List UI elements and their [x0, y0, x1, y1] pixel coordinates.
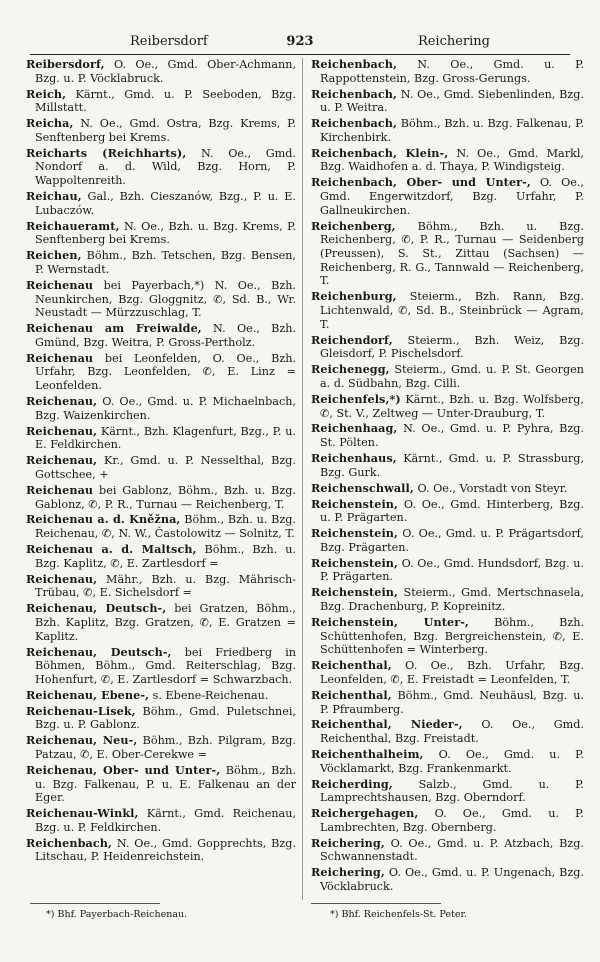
- entry-place-name: Reichenthalheim,: [311, 746, 424, 761]
- entry-details: O. Oe., Vorstadt von Steyr.: [413, 481, 568, 495]
- entry-place-name: Reichenau,: [26, 423, 98, 438]
- directory-entry: [26, 837, 296, 864]
- footnote-rule-right: [311, 903, 441, 904]
- entry-details: N. Oe., Gmd. Siebenlinden, Bzg. u. P. Weitra.: [320, 87, 584, 115]
- directory-entry: [311, 58, 584, 85]
- directory-entry: [311, 837, 584, 864]
- entry-place-name: Reichenberg,: [311, 218, 396, 233]
- entry-details: Böhm., Bzh. Schüttenhofen, Bzg. Bergreichenstein, ✆, E. Schüttenhofen = Winterberg.: [320, 615, 584, 657]
- entry-details: N. Oe., Gmd. Gopprechts, Bzg. Litschau, P. Heidenreichstein.: [35, 836, 296, 864]
- entry-place-name: Reichenstein,: [311, 555, 399, 570]
- right-column: [311, 58, 584, 900]
- entry-details: O. Oe., Gmd. u. P. Lambrechten, Bzg. Obernberg.: [320, 807, 584, 834]
- entry-place-name: Reichenstein,: [311, 526, 399, 541]
- entry-details: Böhm., Gmd. Neuhäusl, Bzg. u. P. Pfraumberg.: [320, 688, 584, 716]
- entry-details: bei Leonfelden, O. Oe., Bzh. Urfahr, Bzg. Leonfelden, ✆, E. Linz = Leonfelden.: [35, 351, 296, 393]
- directory-entry: [311, 334, 584, 361]
- directory-entry: [26, 513, 296, 540]
- directory-entry: [311, 778, 584, 805]
- entry-place-name: Reichenau am Freiwalde,: [26, 321, 202, 336]
- entry-details: bei Friedberg in Böhmen, Böhm., Gmd. Reiterschlag, Bzg. Hohenfurt, ✆, E. Zartlesdorf = Schwarzbach.: [35, 645, 296, 686]
- entry-details: O. Oe., Gmd. u. P. Ungenach, Bzg. Vöcklabruck.: [320, 866, 584, 894]
- entry-place-name: Reichenstein, Unter-,: [311, 614, 469, 629]
- directory-entry: [311, 117, 584, 144]
- directory-entry: [311, 176, 584, 217]
- entry-place-name: Reichau,: [26, 189, 82, 204]
- header-right-term: Reichering: [417, 34, 490, 49]
- directory-entry: [26, 425, 296, 452]
- directory-entry: [311, 422, 584, 449]
- entry-details: O. Oe., Gmd. Hundsdorf, Bzg. u. P. Prägarten.: [320, 556, 584, 584]
- entry-details: O. Oe., Gmd. Ober-Achmann, Bzg. u. P. Vöcklabruck.: [35, 58, 296, 85]
- entry-place-name: Reichenstein,: [311, 585, 399, 600]
- entry-place-name: Reichenau, Deutsch-,: [26, 644, 172, 659]
- directory-entry: [26, 646, 296, 687]
- entry-place-name: Reichenbach,: [26, 835, 112, 850]
- entry-details: Böhm., Bzh. Pilgram, Bzg. Patzau, ✆, E. Ober-Cerekwe =: [35, 734, 296, 761]
- directory-entry: [26, 88, 296, 115]
- entry-place-name: Reichenhaus,: [311, 451, 397, 466]
- entry-place-name: Reichenthal,: [311, 658, 392, 673]
- entry-details: Gal., Bzh. Cieszanów, Bzg., P. u. E. Lubaczów.: [35, 190, 296, 217]
- entry-details: Salzb., Gmd. u. P. Lamprechtshausen, Bzg. Oberndorf.: [320, 777, 584, 805]
- directory-entry: [26, 764, 296, 805]
- entry-place-name: Reichenegg,: [311, 362, 390, 377]
- entry-place-name: Reichenau: [26, 277, 94, 292]
- directory-entry: [26, 220, 296, 247]
- entry-place-name: Reichenburg,: [311, 289, 397, 304]
- directory-entry: [26, 249, 296, 276]
- entry-place-name: Reichenau,: [26, 571, 98, 586]
- entry-place-name: Reichenstein,: [311, 496, 399, 511]
- entry-details: Böhm., Gmd. Puletschnei, Bzg. u. P. Gablonz.: [35, 704, 296, 732]
- entry-details: Kärnt., Bzh. u. Bzg. Wolfsberg, ✆, St. V., Zeltweg — Unter-Drauburg, T.: [320, 392, 584, 420]
- entry-place-name: Reichenbach,: [311, 116, 397, 131]
- directory-entry: [26, 190, 296, 217]
- entry-details: O. Oe., Gmd. u. P. Vöcklamarkt, Bzg. Frankenmarkt.: [320, 747, 584, 775]
- entry-details: N. Oe., Gmd. Ostra, Bzg. Krems, P. Senftenberg bei Krems.: [35, 117, 296, 144]
- directory-entry: [26, 395, 296, 422]
- entry-place-name: Reichen,: [26, 248, 82, 263]
- entry-details: Böhm., Bzh. Tetschen, Bzg. Bensen, P. Wernstadt.: [35, 249, 296, 276]
- entry-details: Böhm., Bzh. u. Bzg. Kaplitz, ✆, E. Zartlesdorf =: [35, 543, 296, 570]
- directory-entry: [311, 220, 584, 289]
- directory-entry: [26, 689, 296, 703]
- header-rule: [30, 54, 570, 55]
- entry-place-name: Reichenau,: [26, 394, 98, 409]
- entry-details: Steierm., Bzh. Weiz, Bzg. Gleisdorf, P. Pischelsdorf.: [320, 333, 584, 361]
- entry-place-name: Reichenau a. d. Kněžna,: [26, 512, 181, 527]
- entry-details: N. Oe., Gmd. Nondorf a. d. Wild, Bzg. Horn, P. Wappoltenreith.: [35, 146, 296, 188]
- entry-details: Böhm., Bzh. u. Bzg. Falkenau, P. Kirchenbirk.: [320, 117, 584, 144]
- entry-details: O. Oe., Bzh. Urfahr, Bzg. Leonfelden, ✆, E. Freistadt = Leonfelden, T.: [320, 659, 584, 686]
- entry-place-name: Reichenau a. d. Maltsch,: [26, 542, 197, 557]
- directory-entry: [26, 117, 296, 144]
- directory-entry: [26, 147, 296, 188]
- entry-place-name: Reichenau,: [26, 453, 98, 468]
- left-column: [26, 58, 296, 900]
- directory-entry: [311, 748, 584, 775]
- entry-details: bei Gablonz, Böhm., Bzh. u. Bzg. Gablonz, ✆, P. R., Turnau — Reichenberg, T.: [35, 483, 296, 511]
- directory-entry: [311, 290, 584, 331]
- directory-entry: [311, 482, 584, 496]
- entry-place-name: Reichenhaag,: [311, 421, 398, 436]
- directory-entry: [26, 602, 296, 643]
- entry-place-name: Reibersdorf,: [26, 58, 105, 71]
- entry-details: N. Oe., Gmd. u. P. Pyhra, Bzg. St. Pölten.: [320, 422, 584, 450]
- entry-details: Steierm., Gmd. Mertschnasela, Bzg. Drachenburg, P. Kopreinitz.: [320, 586, 584, 614]
- entry-details: O. Oe., Gmd. Engerwitzdorf, Bzg. Urfahr, P. Gallneukirchen.: [320, 176, 584, 217]
- entry-details: N. Oe., Bzh. u. Bzg. Krems, P. Senftenberg bei Krems.: [35, 219, 296, 247]
- entry-details: Kr., Gmd. u. P. Nesselthal, Bzg. Gottschee, +: [35, 454, 296, 481]
- entry-place-name: Reich,: [26, 86, 67, 101]
- directory-entry: [311, 498, 584, 525]
- entry-details: Mähr., Bzh. u. Bzg. Mährisch-Trübau, ✆, E. Sichelsdorf =: [35, 572, 296, 600]
- entry-place-name: Reichenau-Winkl,: [26, 806, 139, 821]
- entry-details: O. Oe., Gmd. u. P. Prägartsdorf, Bzg. Prägarten.: [320, 527, 584, 554]
- directory-entry: [26, 484, 296, 511]
- column-divider: [302, 58, 303, 900]
- entry-place-name: Reichenau, Ober- und Unter-,: [26, 762, 221, 777]
- entry-details: Kärnt., Bzh. Klagenfurt, Bzg., P. u. E. Feldkirchen.: [35, 424, 296, 452]
- footnote-left: *) Bhf. Payerbach-Reichenau.: [46, 909, 188, 920]
- entry-place-name: Reicharts (Reichharts),: [26, 145, 187, 160]
- entry-place-name: Reicherding,: [311, 776, 393, 791]
- entry-details: s. Ebene-Reichenau.: [149, 688, 269, 702]
- entry-details: O. Oe., Gmd. Reichenthal, Bzg. Freistadt.: [320, 718, 584, 746]
- entry-details: N. Oe., Gmd. Markl, Bzg. Waidhofen a. d. Thaya, P. Windigsteig.: [320, 146, 584, 174]
- entry-place-name: Reichenau, Deutsch-,: [26, 601, 167, 616]
- entry-details: bei Payerbach,*) N. Oe., Bzh. Neunkirchen, Bzg. Gloggnitz, ✆, Sd. B., Wr. Neustadt — Mürzzuschlag, T.: [35, 278, 296, 320]
- entry-place-name: Reichenau, Ebene-,: [26, 687, 150, 702]
- directory-entry: [311, 557, 584, 584]
- page-number: 923: [286, 34, 314, 49]
- footnote-rule-left: [30, 903, 160, 904]
- directory-entry: [311, 718, 584, 745]
- directory-entry: [26, 573, 296, 600]
- directory-entry: [311, 807, 584, 834]
- entry-place-name: Reichering,: [311, 835, 385, 850]
- entry-place-name: Reichenthal, Nieder-,: [311, 717, 463, 732]
- entry-place-name: Reichering,: [311, 865, 385, 880]
- entry-place-name: Reichenbach,: [311, 86, 397, 101]
- directory-entry: [26, 279, 296, 320]
- entry-details: N. Oe., Bzh. Gmünd, Bzg. Weitra, P. Gross-Pertholz.: [35, 322, 296, 349]
- entry-details: bei Gratzen, Böhm., Bzh. Kaplitz, Bzg. Gratzen, ✆, E. Gratzen = Kaplitz.: [35, 602, 296, 643]
- entry-details: N. Oe., Gmd. u. P. Rappottenstein, Bzg. Gross-Gerungs.: [320, 58, 584, 85]
- entry-place-name: Reichenau: [26, 482, 94, 497]
- entry-place-name: Reichenbach, Ober- und Unter-,: [311, 175, 531, 190]
- directory-entry: [311, 659, 584, 686]
- entry-place-name: Reichaueramt,: [26, 218, 120, 233]
- entry-place-name: Reichenau: [26, 350, 94, 365]
- directory-entry: [311, 147, 584, 174]
- directory-entry: [311, 363, 584, 390]
- directory-entry: [26, 454, 296, 481]
- directory-entry: [311, 689, 584, 716]
- entry-details: Kärnt., Gmd. u. P. Strassburg, Bzg. Gurk.: [320, 452, 584, 479]
- directory-entry: [311, 393, 584, 420]
- entry-details: Böhm., Bzh. u. Bzg. Reichenau, ✆, N. W., Častolowitz — Solnitz, T.: [35, 513, 296, 541]
- entry-details: Kärnt., Gmd. u. P. Seeboden, Bzg. Millstatt.: [35, 87, 296, 115]
- entry-details: Böhm., Bzh. u. Bzg. Reichenberg, ✆, P. R., Turnau — Seidenberg (Preussen), S. St., Zittau (Sachsen) — Reichenberg, R. G., Tannwald — Reichenberg, T.: [320, 219, 584, 288]
- directory-entry: [311, 88, 584, 115]
- entry-place-name: Reichenbach,: [311, 58, 397, 71]
- entry-place-name: Reichenbach, Klein-,: [311, 145, 449, 160]
- entry-place-name: Reichergehagen,: [311, 806, 419, 821]
- directory-entry: [26, 352, 296, 393]
- directory-entry: [311, 616, 584, 657]
- directory-entry: [311, 586, 584, 613]
- header-left-term: Reibersdorf: [130, 34, 208, 49]
- directory-entry: [26, 705, 296, 732]
- directory-entry: [26, 734, 296, 761]
- directory-entry: [311, 452, 584, 479]
- entry-place-name: Reichenfels,*): [311, 391, 401, 406]
- entry-place-name: Reichenschwall,: [311, 480, 414, 495]
- entry-place-name: Reichenthal,: [311, 687, 392, 702]
- entry-details: Steierm., Bzh. Rann, Bzg. Lichtenwald, ✆, Sd. B., Steinbrück — Agram, T.: [320, 290, 584, 331]
- directory-entry: [26, 807, 296, 834]
- directory-entry: [26, 322, 296, 349]
- directory-entry: [311, 866, 584, 893]
- entry-place-name: Reichenau, Neu-,: [26, 733, 138, 748]
- entry-details: Steierm., Gmd. u. P. St. Georgen a. d. Südbahn, Bzg. Cilli.: [320, 363, 584, 390]
- footnote-right: *) Bhf. Reichenfels-St. Peter.: [330, 909, 467, 920]
- entry-details: Böhm., Bzh. u. Bzg. Falkenau, P. u. E. Falkenau an der Eger.: [35, 763, 296, 805]
- entry-details: O. Oe., Gmd. Hinterberg, Bzg. u. P. Prägarten.: [320, 497, 584, 525]
- directory-entry: [26, 58, 296, 85]
- entry-place-name: Reichenau-Lisek,: [26, 703, 136, 718]
- entry-place-name: Reichendorf,: [311, 332, 393, 347]
- directory-entry: [26, 543, 296, 570]
- running-header: [30, 34, 570, 52]
- entry-details: O. Oe., Gmd. u. P. Atzbach, Bzg. Schwannenstadt.: [320, 836, 584, 864]
- entry-place-name: Reicha,: [26, 116, 74, 131]
- entry-details: Kärnt., Gmd. Reichenau, Bzg. u. P. Feldkirchen.: [35, 807, 296, 834]
- directory-entry: [311, 527, 584, 554]
- entry-details: O. Oe., Gmd. u. P. Michaelnbach, Bzg. Waizenkirchen.: [35, 395, 296, 422]
